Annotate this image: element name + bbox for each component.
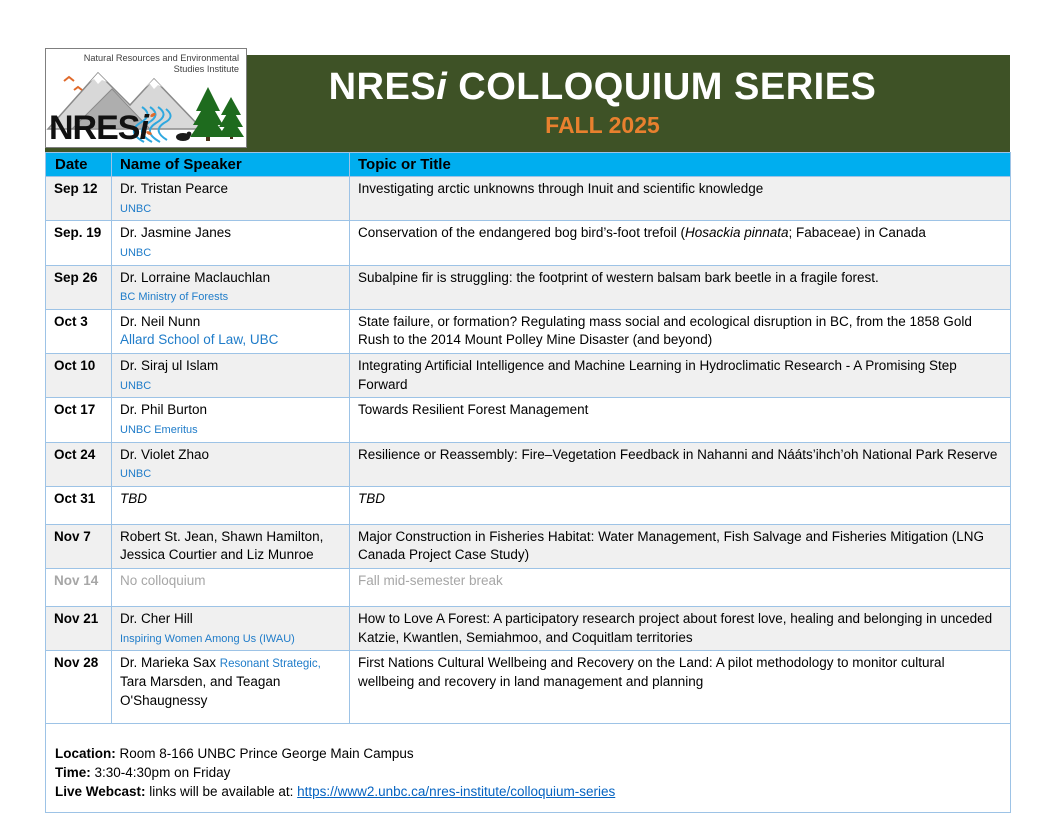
topic-text [358,572,1004,591]
table-header-row [46,153,1011,177]
speaker-line [120,446,343,465]
logo-institute-text [84,53,239,74]
topic-text [358,610,1004,647]
topic-cell [350,309,1011,353]
table-row [46,524,1011,568]
speaker-cell [112,442,350,486]
time-label: Time: [55,765,91,781]
date-cell: Oct 3 [46,309,112,353]
info-footer-row [46,724,1011,813]
speaker-cell [112,524,350,568]
speaker-text: UNBC [120,202,152,215]
topic-text [358,490,1004,509]
speaker-text: Dr. Phil Burton [120,402,208,418]
topic-segment: Major Construction in Fisheries Habitat: Water Management, Fish Salvage and Fisheries Mitigation (LNG Canada Project Case Study) [358,528,985,563]
page-subtitle: FALL 2025 [545,111,660,138]
bear-icon [176,132,191,141]
topic-text [358,446,1004,465]
speaker-cell [112,354,350,398]
location-label: Location: [55,746,116,762]
speaker-line [120,490,343,509]
date-cell: Oct 10 [46,354,112,398]
topic-cell [350,177,1011,221]
speaker-line [120,420,343,439]
table-row [46,354,1011,398]
speaker-line [120,654,343,673]
webcast-line [55,783,1000,802]
speaker-line [120,464,343,483]
speaker-cell [112,177,350,221]
logo-text-line1: Natural Resources and Environmental [83,53,239,63]
time-line [55,764,1000,783]
speaker-line [120,610,343,629]
topic-segment: Towards Resilient Forest Management [358,402,589,418]
speaker-line [120,376,343,395]
topic-cell [350,569,1011,607]
date-cell: Oct 24 [46,442,112,486]
table-row [46,398,1011,442]
topic-text [358,528,1004,565]
speaker-text: UNBC Emeritus [120,423,198,436]
date-cell: Sep 12 [46,177,112,221]
topic-cell [350,524,1011,568]
topic-segment: Subalpine fir is struggling: the footprint of western balsam bark beetle in a fragile forest. [358,269,879,285]
topic-text [358,269,1004,288]
speaker-line [120,224,343,243]
topic-cell [350,398,1011,442]
date-cell: Nov 7 [46,524,112,568]
flyer-header [45,48,1010,152]
topic-segment: Integrating Artificial Intelligence and Machine Learning in Hydroclimatic Research - A Promising Step Forward [358,358,957,392]
date-cell: Nov 28 [46,651,112,724]
topic-segment: Resilience or Reassembly: Fire–Vegetation Feedback in Nahanni and Nááts’ihch’oh National Park Reserve [358,446,998,462]
speaker-text: Tara Marsden, and Teagan O'Shaugnessy [120,674,281,708]
speaker-text: Dr. Cher Hill [120,611,193,626]
speaker-cell [112,221,350,265]
speaker-cell [112,309,350,353]
speaker-line [120,357,343,376]
topic-cell [350,486,1011,524]
date-cell: Sep. 19 [46,221,112,265]
topic-segment: Fall mid-semester break [358,573,503,588]
date-cell: Oct 31 [46,486,112,524]
speaker-text: Dr. Jasmine Janes [120,225,232,241]
speaker-cell [112,265,350,309]
logo-wordmark: NRESi [49,109,148,145]
topic-segment: Conservation of the endangered bog bird’s-foot trefoil ( [358,225,685,241]
topic-text [358,180,1004,199]
speaker-line [120,287,343,306]
speaker-text: Dr. Lorraine Maclauchlan [120,269,271,285]
speaker-text: Dr. Tristan Pearce [120,181,229,196]
logo-text-line2: Studies Institute [173,64,239,74]
column-header-date: Date [46,153,112,177]
birds-icon [64,77,82,90]
topic-segment: Hosackia pinnata [684,225,789,241]
speaker-line [120,331,343,350]
topic-segment: Investigating arctic unknowns through Inuit and scientific knowledge [358,181,764,196]
speaker-text: Robert St. Jean, Shawn Hamilton, Jessica Courtier and Liz Munroe [120,528,324,563]
date-cell: Sep 26 [46,265,112,309]
speaker-text: Dr. Siraj ul Islam [120,358,219,373]
topic-cell [350,221,1011,265]
speaker-line [120,572,343,591]
speaker-cell [112,398,350,442]
speaker-text: Resonant Strategic, [219,658,321,671]
date-cell: Nov 14 [46,569,112,607]
topic-segment: First Nations Cultural Wellbeing and Recovery on the Land: A pilot methodology to monitor cultural wellbeing and recovery in land management and planning [358,655,945,689]
table-row [46,651,1011,724]
topic-segment: ; Fabaceae) in Canada [788,225,926,241]
speaker-text: Dr. Violet Zhao [120,446,210,462]
topic-text [358,401,1004,420]
nresi-logo [45,48,247,148]
colloquium-flyer [45,48,1010,813]
topic-segment: TBD [358,490,385,506]
webcast-text: links will be available at: [145,784,298,800]
date-cell: Oct 17 [46,398,112,442]
speaker-text: Dr. Marieka Sax [120,655,220,671]
speaker-line [120,199,343,218]
page-title: NRESi COLLOQUIUM SERIES [328,66,877,109]
column-header-speaker: Name of Speaker [112,153,350,177]
topic-text [358,654,1004,691]
topic-segment: How to Love A Forest: A participatory research project about forest love, healing and belonging in unceded Katzie, Kwantlen, Semiahmoo, and Coquitlam territories [358,611,993,645]
speaker-line [120,673,343,710]
speaker-text: Dr. Neil Nunn [120,313,201,329]
topic-cell [350,607,1011,651]
speaker-text: BC Ministry of Forests [120,291,229,304]
speaker-text: No colloquium [120,573,206,588]
pine-trees-icon [190,87,244,141]
topic-cell [350,354,1011,398]
speaker-text: UNBC [120,379,152,392]
speaker-cell [112,569,350,607]
table-row [46,607,1011,651]
webcast-label: Live Webcast: [55,784,146,800]
speaker-line [120,180,343,199]
table-row [46,221,1011,265]
speaker-text: TBD [120,490,147,506]
speaker-line [120,528,343,565]
schedule-body [46,177,1011,724]
speaker-text: Inspiring Women Among Us (IWAU) [120,632,295,645]
location-line [55,745,1000,764]
time-text: 3:30-4:30pm on Friday [90,765,231,781]
topic-text [358,313,1004,350]
speaker-line [120,243,343,262]
speaker-line [120,401,343,420]
speaker-line [120,269,343,288]
table-row [46,442,1011,486]
topic-text [358,224,1004,243]
speaker-cell [112,607,350,651]
table-row [46,569,1011,607]
topic-text [358,357,1004,394]
table-row [46,177,1011,221]
topic-cell [350,265,1011,309]
topic-segment: State failure, or formation? Regulating mass social and ecological disruption in BC, from the 1858 Gold Rush to the 2014 Mount Polley Mine Disaster (and beyond) [358,313,972,348]
location-text: Room 8-166 UNBC Prince George Main Campus [115,746,414,762]
speaker-text: UNBC [120,246,152,259]
table-row [46,265,1011,309]
speaker-line [120,629,343,648]
table-row [46,486,1011,524]
webcast-link[interactable]: https://www2.unbc.ca/nres-institute/colloquium-series [297,784,616,800]
speaker-text: Allard School of Law, UBC [120,332,279,348]
table-row [46,309,1011,353]
date-cell: Nov 21 [46,607,112,651]
schedule-table [45,152,1011,813]
speaker-text: UNBC [120,468,152,481]
info-footer-cell [46,724,1011,813]
column-header-topic: Topic or Title [350,153,1011,177]
topic-cell [350,651,1011,724]
speaker-cell [112,486,350,524]
speaker-cell [112,651,350,724]
topic-cell [350,442,1011,486]
speaker-line [120,313,343,332]
